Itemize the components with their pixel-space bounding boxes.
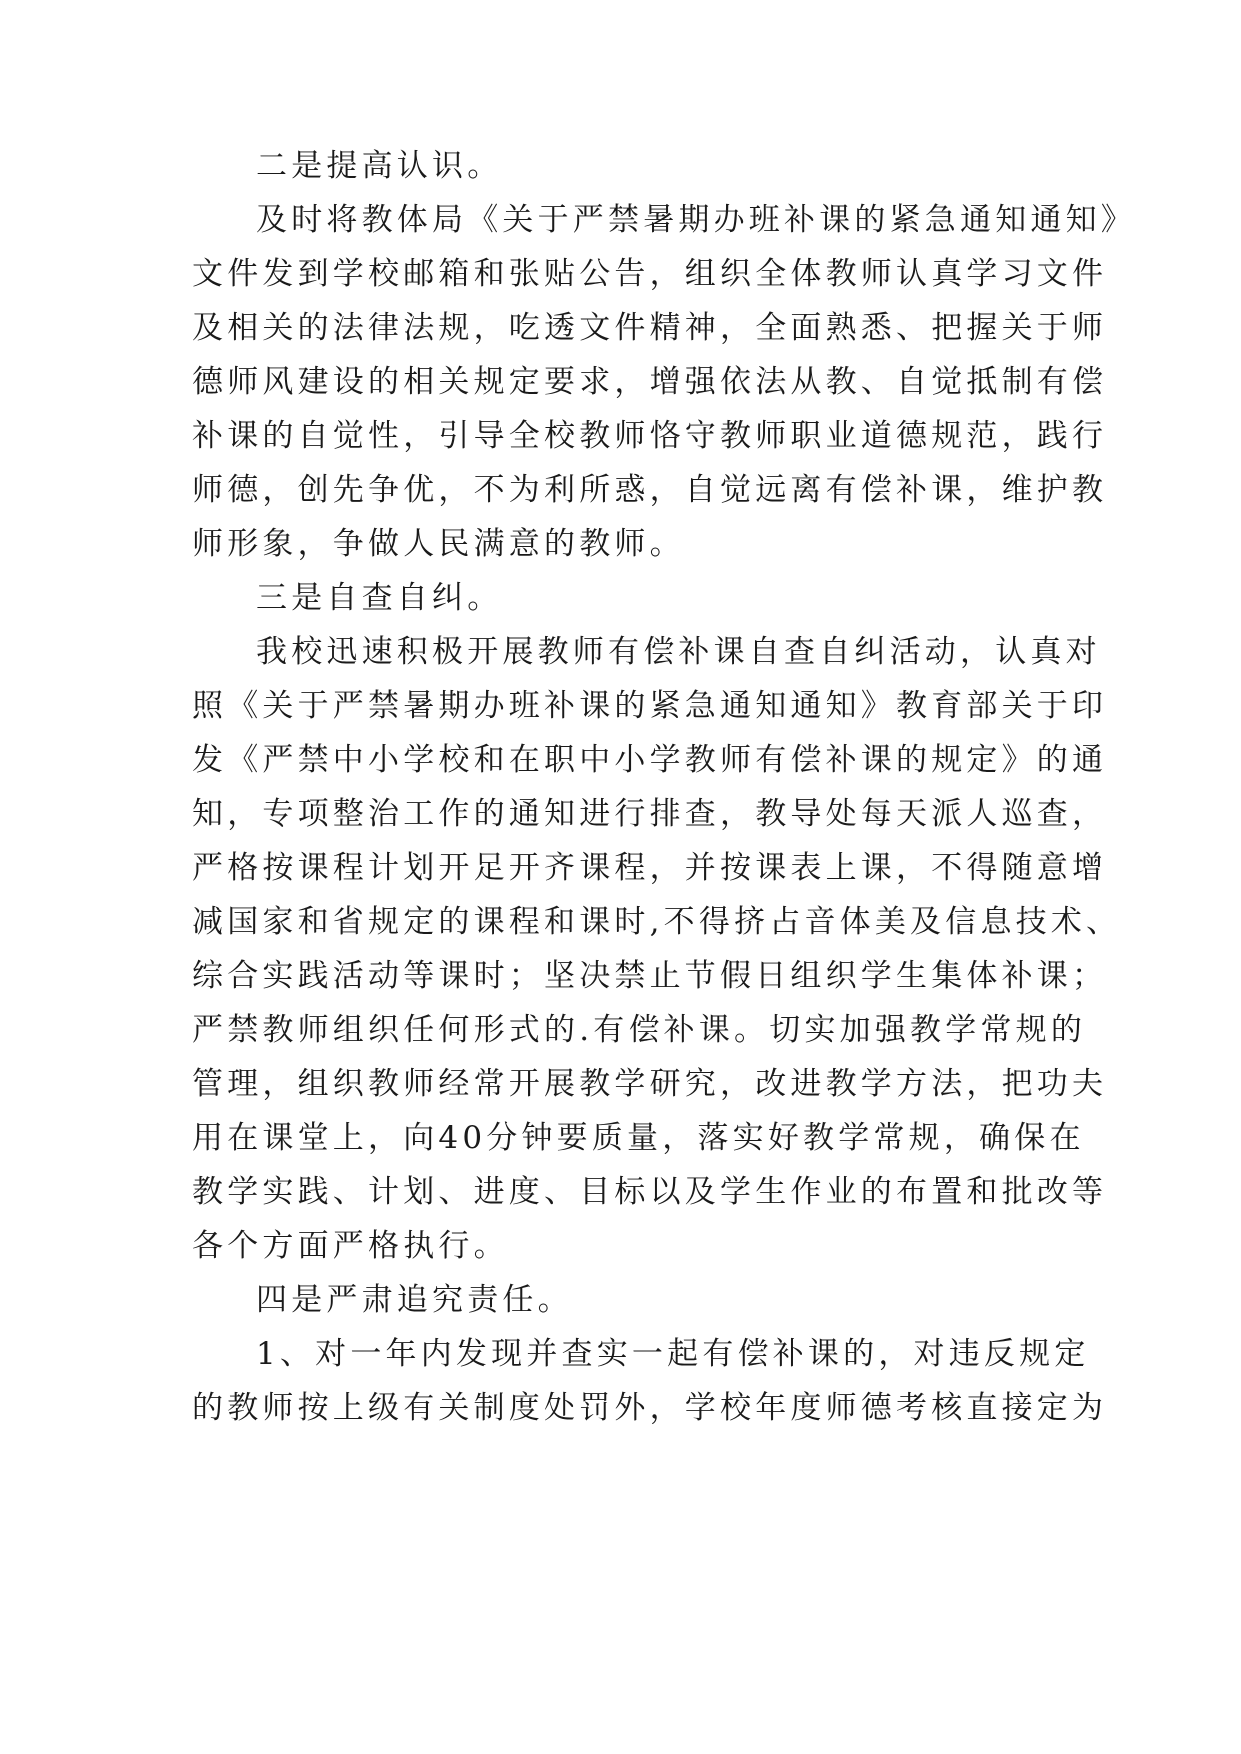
heading-self-inspection: 三是自查自纠。 (256, 580, 503, 616)
paragraph-line: 1、对一年内发现并查实一起有偿补课的，对违反规定 (256, 1336, 1090, 1372)
paragraph-line: 各个方面严格执行。 (192, 1228, 509, 1264)
paragraph-line: 教学实践、计划、进度、目标以及学生作业的布置和批改等 (192, 1174, 1108, 1210)
heading-raise-awareness: 二是提高认识。 (256, 148, 503, 184)
paragraph-line: 减国家和省规定的课程和课时,不得挤占音体美及信息技术、 (192, 904, 1122, 940)
paragraph-line: 师德，创先争优，不为利所惑，自觉远离有偿补课，维护教 (192, 472, 1108, 508)
paragraph-line: 我校迅速积极开展教师有偿补课自查自纠活动，认真对 (256, 634, 1101, 670)
paragraph-line: 及时将教体局《关于严禁暑期办班补课的紧急通知通知》 (256, 202, 1136, 238)
heading-accountability: 四是严肃追究责任。 (256, 1282, 573, 1318)
paragraph-line: 管理，组织教师经常开展教学研究，改进教学方法，把功夫 (192, 1066, 1108, 1102)
paragraph-line: 严格按课程计划开足开齐课程，并按课表上课，不得随意增 (192, 850, 1108, 886)
paragraph-line: 师形象，争做人民满意的教师。 (192, 526, 685, 562)
paragraph-line: 照《关于严禁暑期办班补课的紧急通知通知》教育部关于印 (192, 688, 1108, 724)
paragraph-line: 综合实践活动等课时；坚决禁止节假日组织学生集体补课； (192, 958, 1108, 994)
paragraph-line: 严禁教师组织任何形式的.有偿补课。切实加强教学常规的 (192, 1012, 1087, 1048)
paragraph-line: 的教师按上级有关制度处罚外，学校年度师德考核直接定为 (192, 1390, 1108, 1426)
paragraph-line: 用在课堂上，向40分钟要质量，落实好教学常规，确保在 (192, 1120, 1085, 1156)
paragraph-line: 知，专项整治工作的通知进行排查，教导处每天派人巡查， (192, 796, 1108, 832)
paragraph-line: 发《严禁中小学校和在职中小学教师有偿补课的规定》的通 (192, 742, 1108, 778)
paragraph-line: 补课的自觉性，引导全校教师恪守教师职业道德规范，践行 (192, 418, 1108, 454)
paragraph-line: 德师风建设的相关规定要求，增强依法从教、自觉抵制有偿 (192, 364, 1108, 400)
paragraph-line: 及相关的法律法规，吃透文件精神，全面熟悉、把握关于师 (192, 310, 1108, 346)
paragraph-line: 文件发到学校邮箱和张贴公告，组织全体教师认真学习文件 (192, 256, 1108, 292)
